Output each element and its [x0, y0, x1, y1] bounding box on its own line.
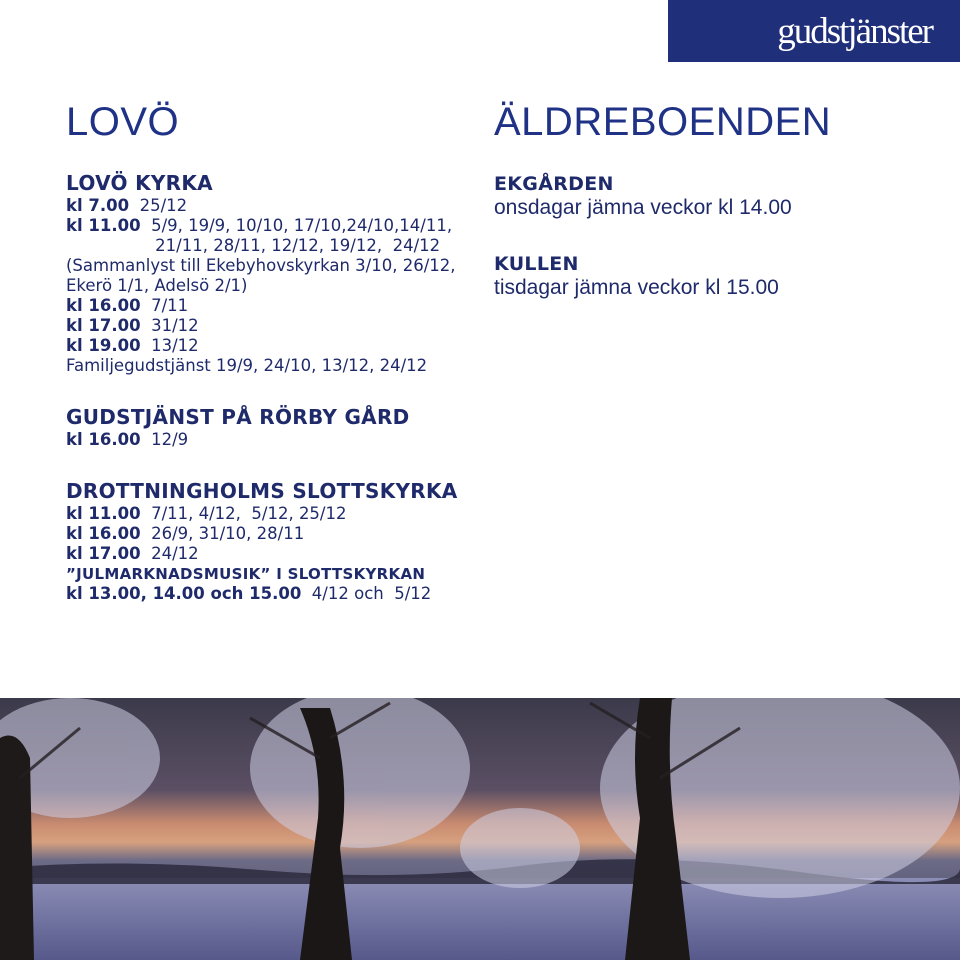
schedule-row — [66, 430, 486, 450]
dates: 25/12 — [129, 196, 188, 215]
schedule-row — [66, 276, 486, 296]
time-label: kl 11.00 — [66, 216, 141, 235]
dates: (Sammanlyst till Ekebyhovskyrkan 3/10, 26/12, — [66, 256, 456, 275]
dates: 4/12 och 5/12 — [301, 584, 432, 603]
dates: 26/9, 31/10, 28/11 — [140, 524, 305, 543]
section-title: GUDSTJÄNST PÅ RÖRBY GÅRD — [66, 405, 410, 429]
lovo-column — [66, 170, 486, 604]
dates: 31/12 — [140, 316, 199, 335]
schedule-row — [66, 216, 486, 236]
time-label: kl 16.00 — [66, 430, 141, 449]
schedule-row — [66, 524, 486, 544]
drottningholm-section — [66, 478, 486, 604]
time-label: kl 11.00 — [66, 504, 141, 523]
lovo-kyrka-rows — [66, 196, 486, 376]
dates: 24/12 — [140, 544, 199, 563]
dates: 5/9, 19/9, 10/10, 17/10,24/10,14/11, — [140, 216, 453, 235]
dates: 7/11 — [140, 296, 189, 315]
schedule-row — [66, 316, 486, 336]
special-event-title: ”JULMARKNADSMUSIK” I SLOTTSKYRKAN — [66, 565, 426, 583]
time-label: kl 13.00, 14.00 och 15.00 — [66, 584, 302, 603]
kullen-section — [494, 252, 934, 300]
dates: Ekerö 1/1, Adelsö 2/1) — [66, 276, 248, 295]
time-label: kl 16.00 — [66, 296, 141, 315]
section-title: DROTTNINGHOLMS SLOTTSKYRKA — [66, 479, 458, 503]
dates: 12/9 — [140, 430, 189, 449]
ekgarden-section — [494, 172, 934, 220]
rorby-section — [66, 404, 486, 450]
aldreboenden-column — [494, 172, 934, 300]
section-title: LOVÖ KYRKA — [66, 171, 213, 195]
page-title-aldreboenden: ÄLDREBOENDEN — [494, 100, 832, 144]
schedule-row — [66, 296, 486, 316]
page-title-lovo: LOVÖ — [66, 100, 180, 144]
schedule-row — [66, 256, 486, 276]
time-label: kl 7.00 — [66, 196, 130, 215]
schedule-row — [66, 196, 486, 216]
schedule-text: onsdagar jämna veckor kl 14.00 — [494, 196, 792, 219]
winter-landscape-photo — [0, 698, 960, 960]
time-label: kl 16.00 — [66, 524, 141, 543]
dates: 7/11, 4/12, 5/12, 25/12 — [140, 504, 347, 523]
section-title: KULLEN — [494, 253, 579, 275]
brand-text: gudstjänster — [777, 10, 932, 52]
brand-banner — [668, 0, 960, 62]
schedule-row — [66, 584, 486, 604]
time-label: kl 17.00 — [66, 316, 141, 335]
schedule-row — [66, 356, 486, 376]
schedule-row — [66, 504, 486, 524]
schedule-row — [66, 236, 486, 256]
dates: 21/11, 28/11, 12/12, 19/12, 24/12 — [66, 236, 441, 255]
schedule-text: tisdagar jämna veckor kl 15.00 — [494, 276, 779, 299]
schedule-row — [66, 544, 486, 564]
time-label: kl 19.00 — [66, 336, 141, 355]
section-title: EKGÅRDEN — [494, 173, 614, 195]
dates: 13/12 — [140, 336, 199, 355]
dates: Familjegudstjänst 19/9, 24/10, 13/12, 24/12 — [66, 356, 428, 375]
time-label: kl 17.00 — [66, 544, 141, 563]
lovo-kyrka-section — [66, 170, 486, 376]
schedule-row — [66, 336, 486, 356]
